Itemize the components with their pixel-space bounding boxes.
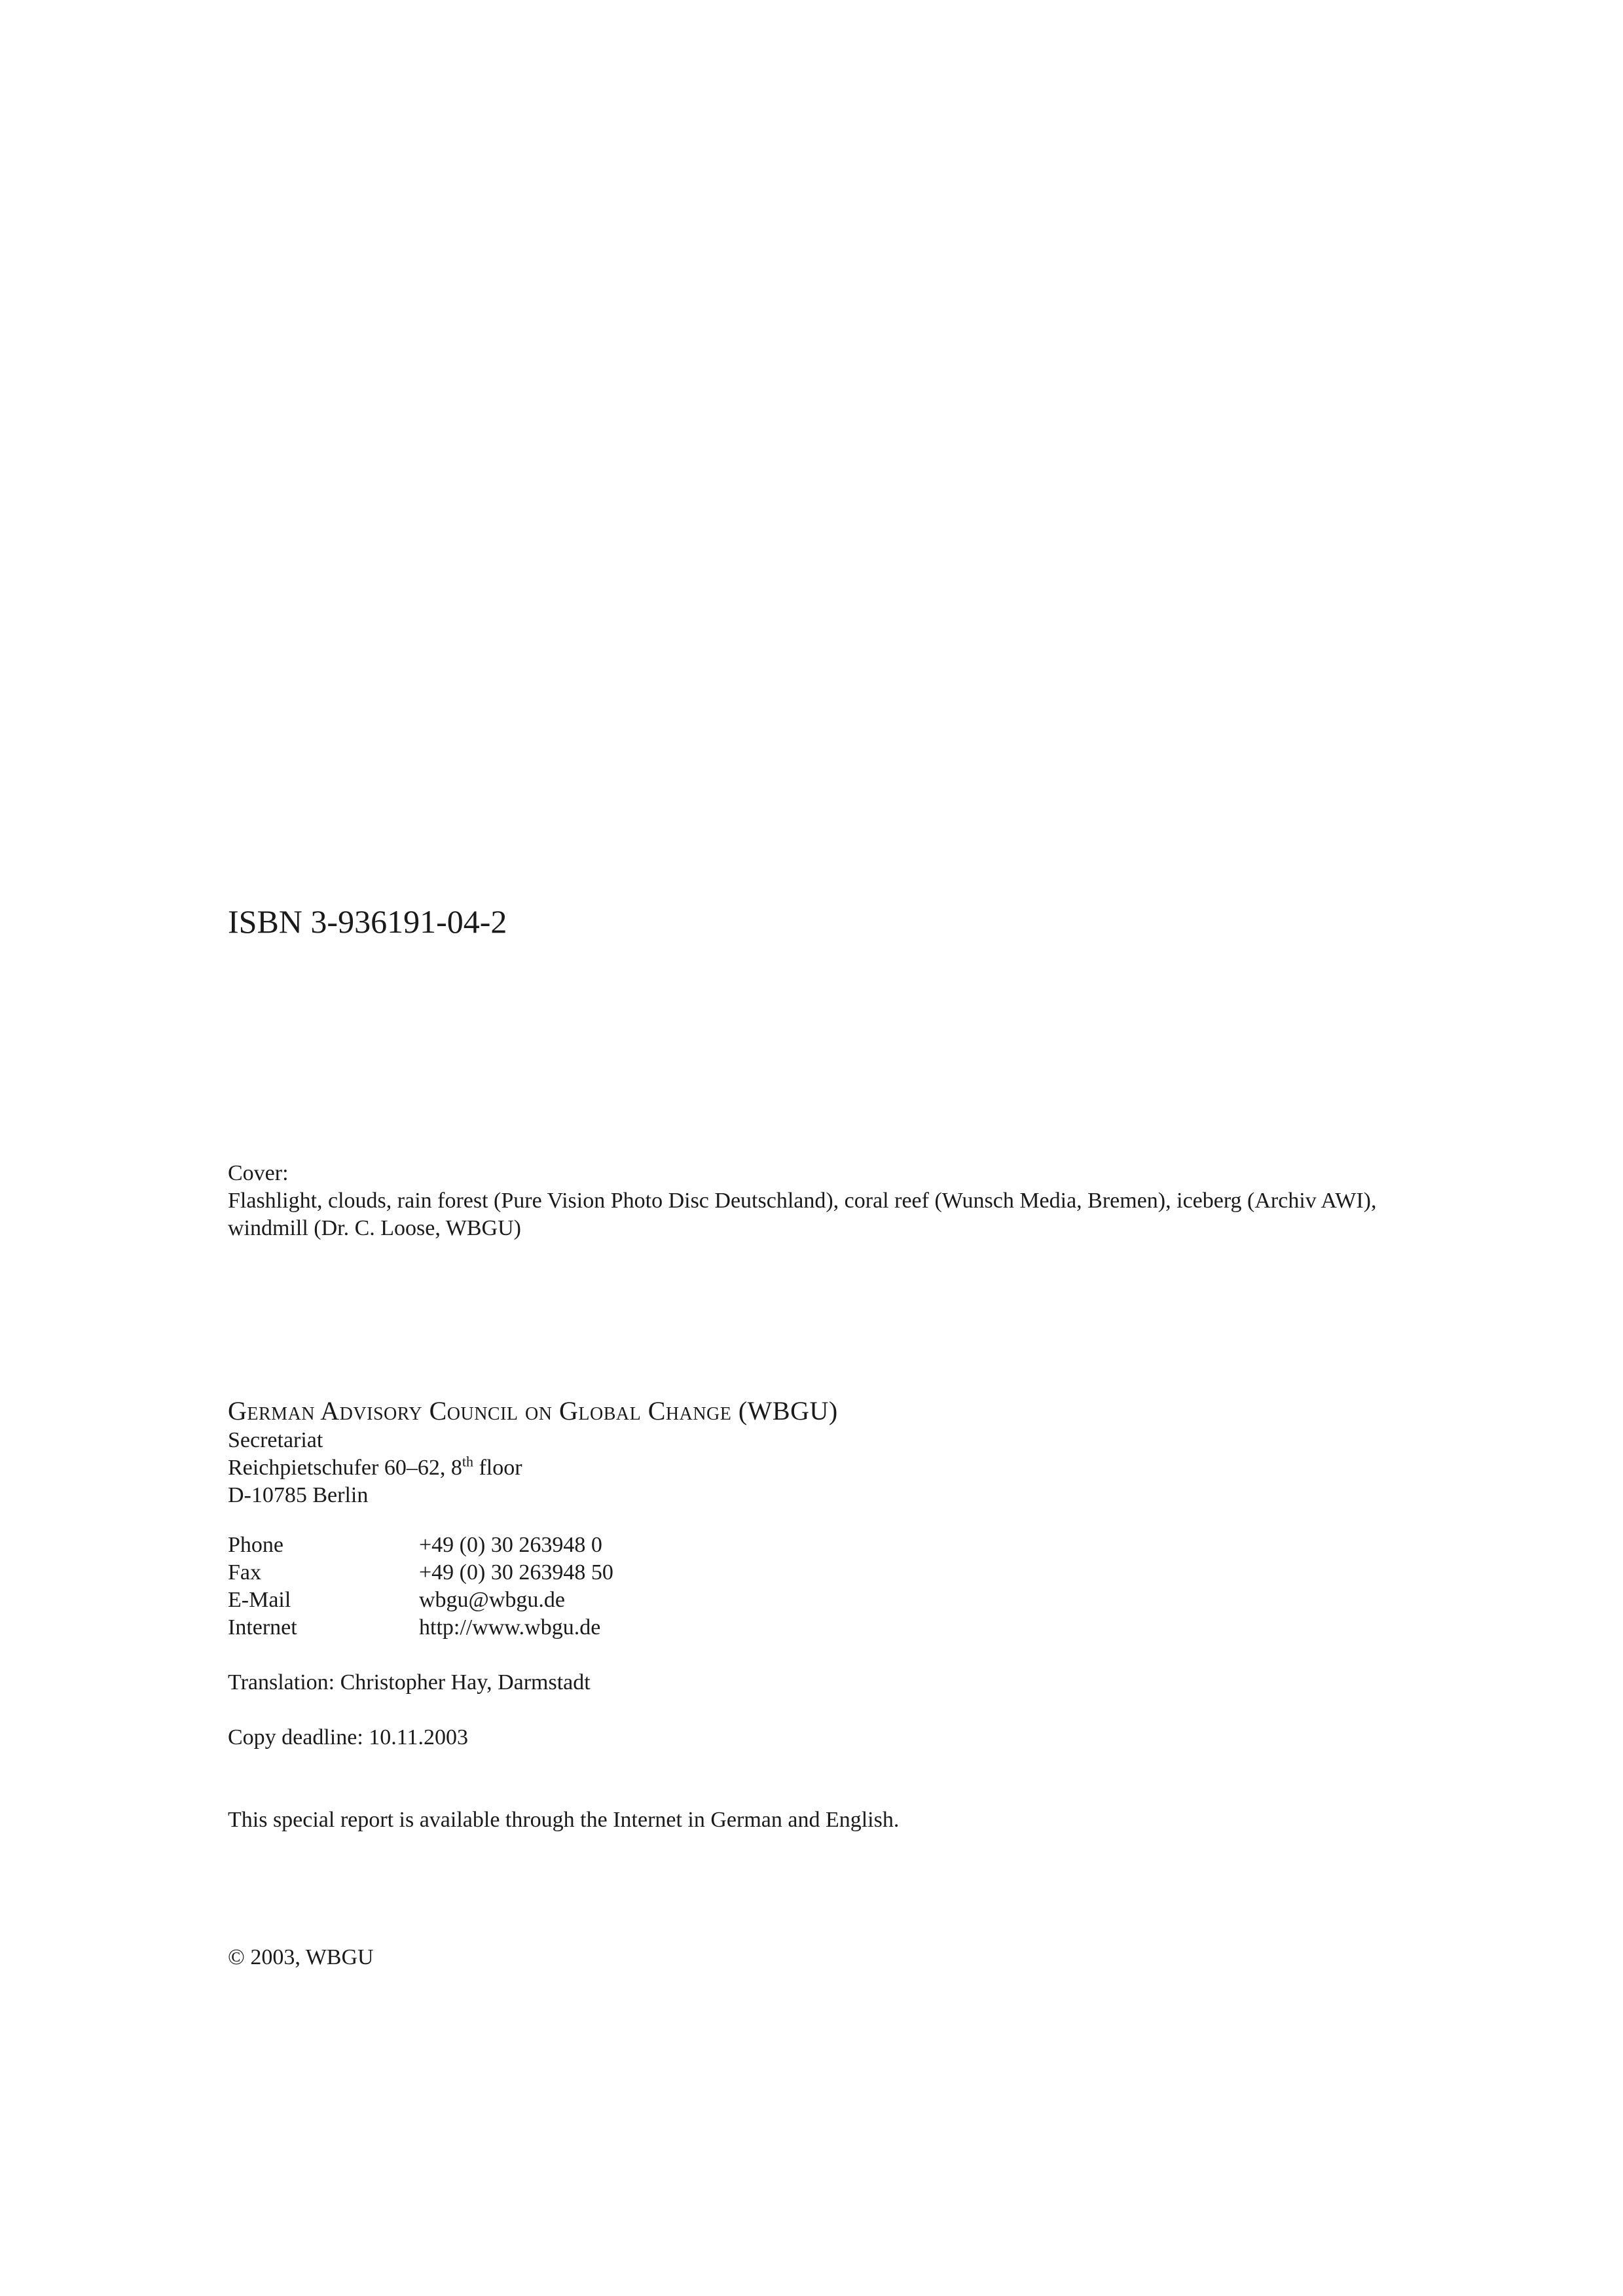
contact-value: +49 (0) 30 263948 0 xyxy=(419,1533,602,1557)
organization-name: German Advisory Council on Global Change (WBGU) xyxy=(228,1396,838,1426)
floor-superscript: th xyxy=(462,1453,473,1470)
translation-credit: Translation: Christopher Hay, Darmstadt xyxy=(228,1670,591,1695)
contact-row-fax xyxy=(228,1559,613,1587)
cover-heading: Cover: xyxy=(228,1161,289,1185)
contact-value: http://www.wbgu.de xyxy=(419,1615,601,1640)
contact-value: +49 (0) 30 263948 50 xyxy=(419,1560,613,1585)
copyright-notice: © 2003, WBGU xyxy=(228,1945,374,1969)
organization-block xyxy=(228,1395,838,1509)
contact-row-internet xyxy=(228,1614,613,1641)
cover-credits xyxy=(228,1160,1400,1242)
organization-city: D-10785 Berlin xyxy=(228,1483,369,1507)
isbn: ISBN 3-936191-04-2 xyxy=(228,903,507,940)
contact-label: Phone xyxy=(228,1533,283,1557)
contact-label: E-Mail xyxy=(228,1588,291,1612)
contact-value: wbgu@wbgu.de xyxy=(419,1588,566,1612)
organization-address xyxy=(228,1454,838,1482)
floor-word: floor xyxy=(473,1456,522,1480)
contact-label: Internet xyxy=(228,1615,297,1640)
cover-text: Flashlight, clouds, rain forest (Pure Vision Photo Disc Deutschland), coral reef (Wunsch Media, Bremen), iceberg (Archiv AWI), windmill (Dr. C. Loose, WBGU) xyxy=(228,1189,1377,1240)
address-street: Reichpietschufer 60–62, 8 xyxy=(228,1456,462,1480)
contact-list xyxy=(228,1532,613,1641)
contact-label: Fax xyxy=(228,1560,261,1585)
organization-department: Secretariat xyxy=(228,1428,323,1452)
availability-note: This special report is available through the Internet in German and English. xyxy=(228,1808,900,1832)
copy-deadline: Copy deadline: 10.11.2003 xyxy=(228,1725,469,1749)
contact-row-phone xyxy=(228,1532,613,1559)
contact-row-email xyxy=(228,1587,613,1614)
